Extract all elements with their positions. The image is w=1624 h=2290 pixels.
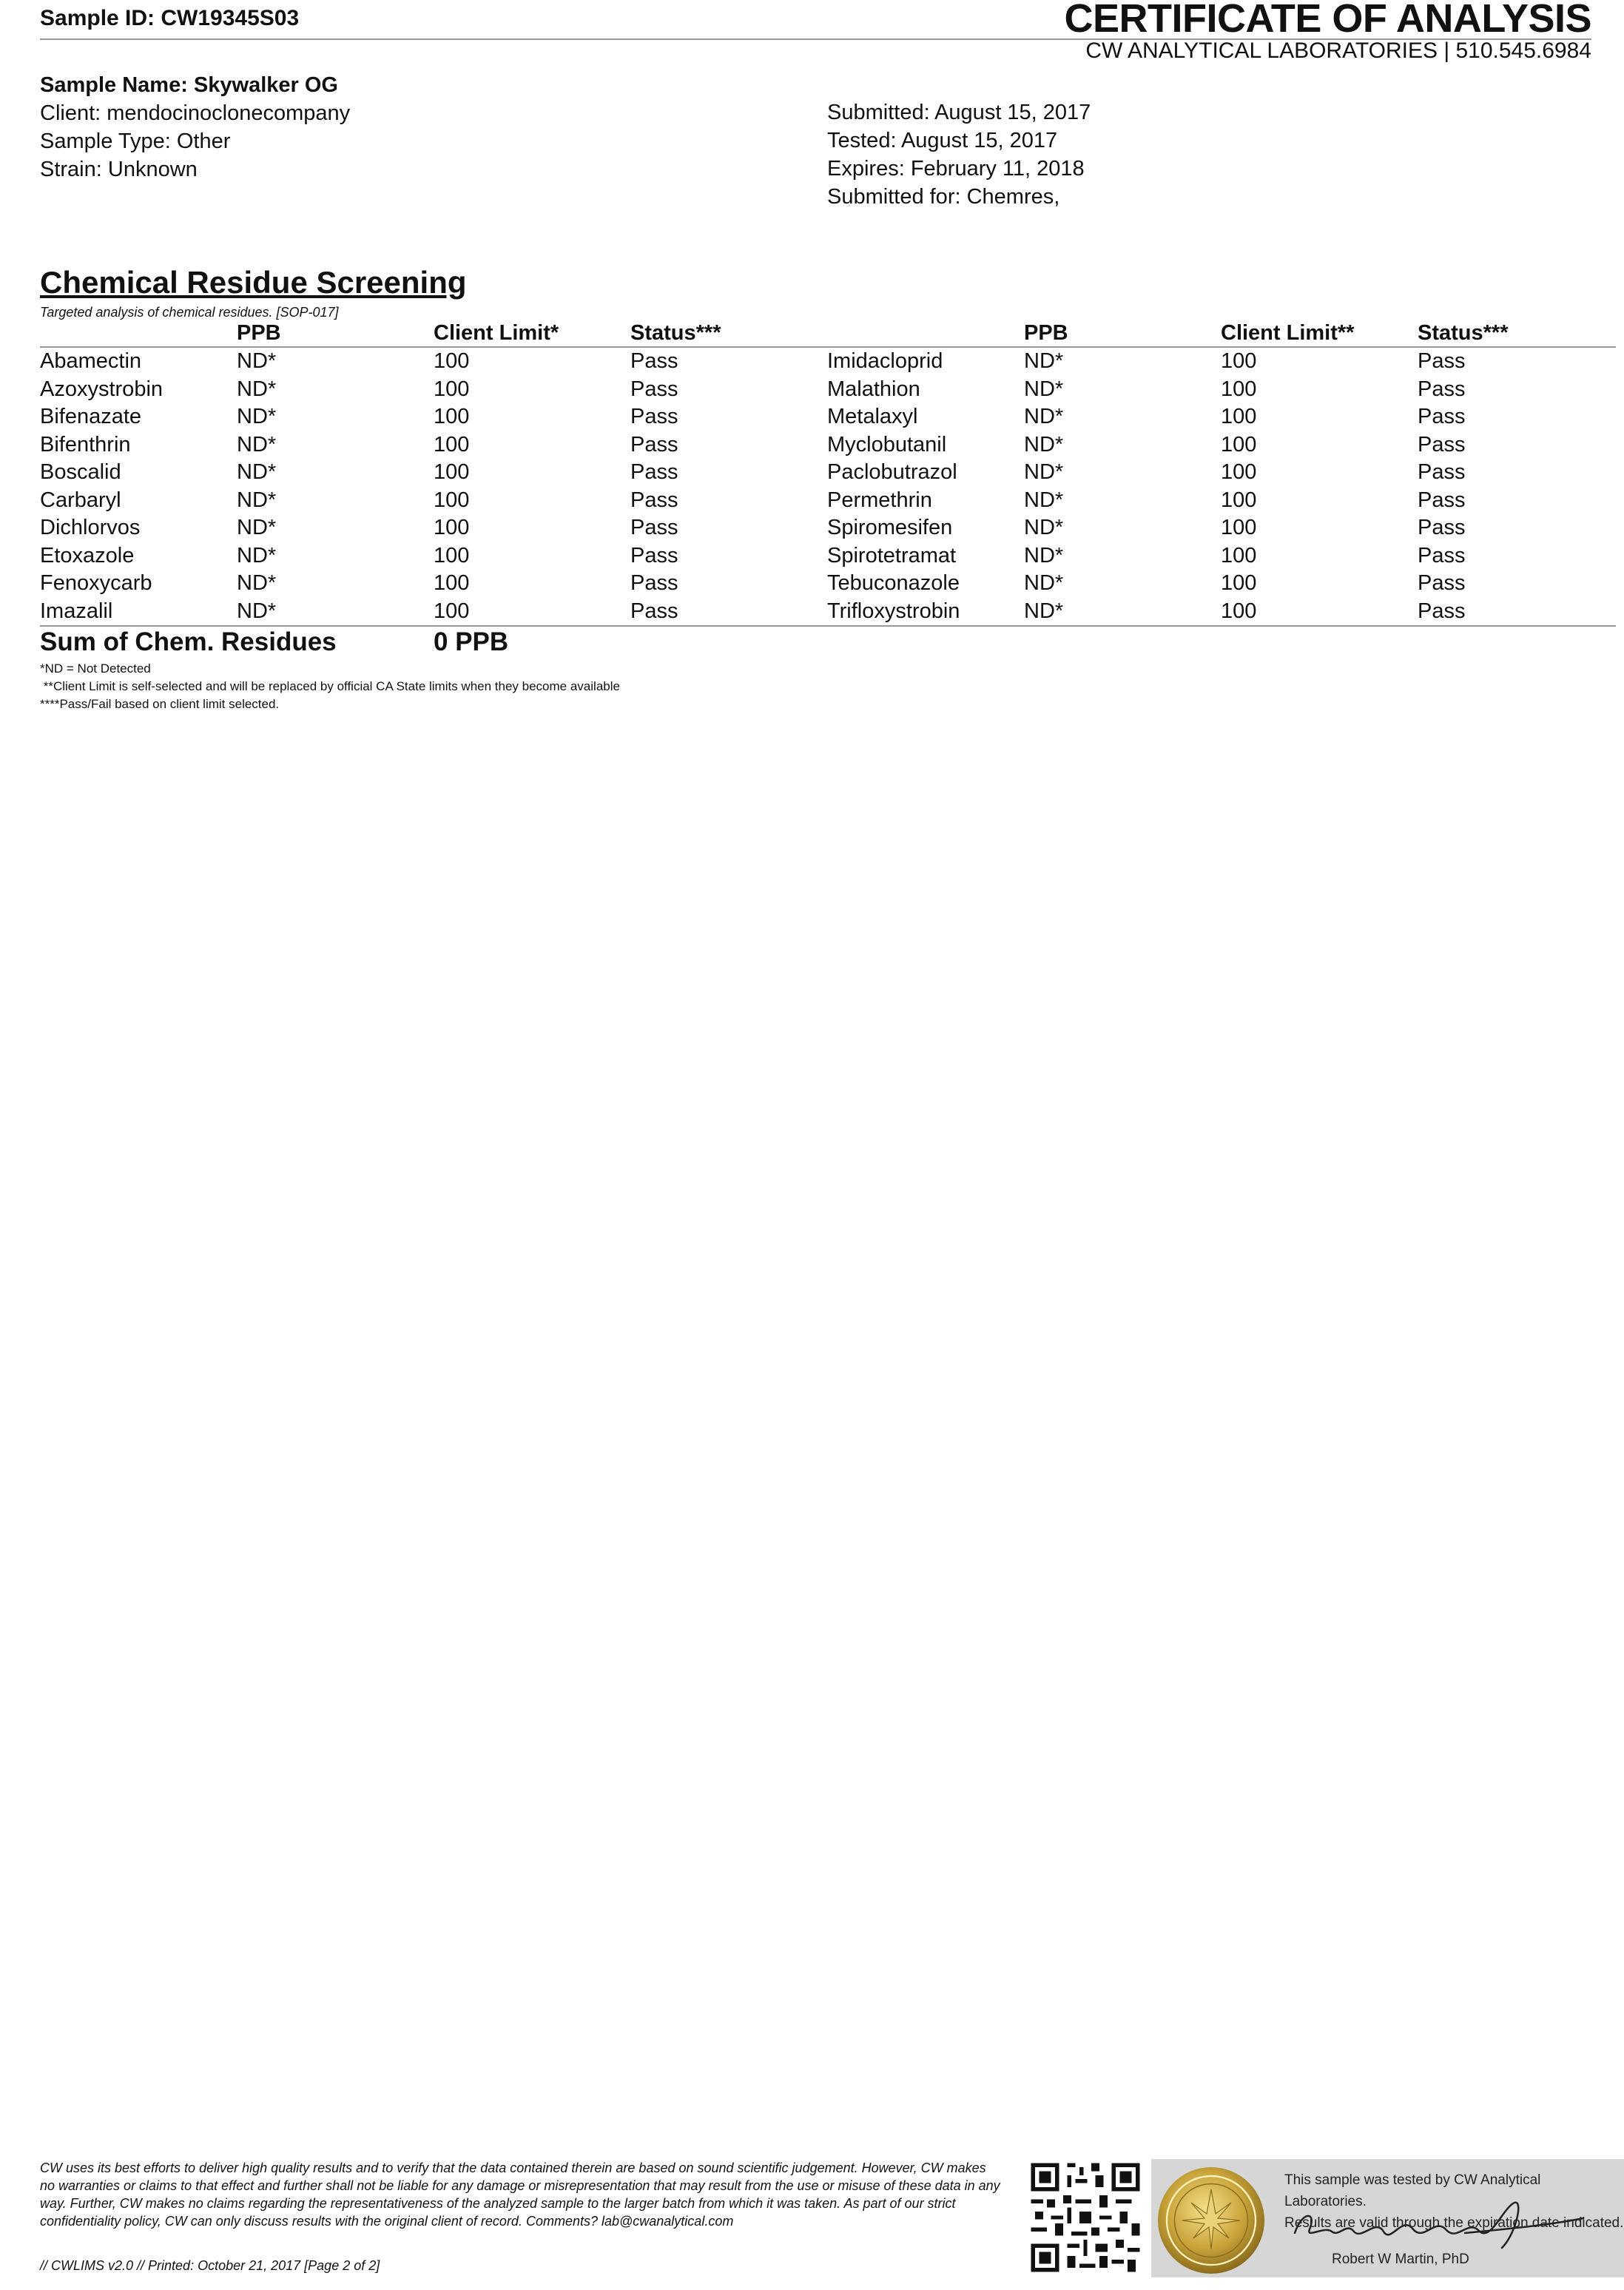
column-header: Status*** <box>630 320 827 347</box>
table-cell: Azoxystrobin <box>40 377 164 401</box>
table-row <box>40 459 1616 487</box>
table-cell: Spirotetramat <box>827 543 957 568</box>
table-cell: Malathion <box>827 377 920 401</box>
table-cell: Pass <box>1418 488 1466 512</box>
table-row <box>40 487 1616 515</box>
footnote: **Client Limit is self-selected and will be replaced by official CA State limits when they become available <box>40 679 620 693</box>
expires-date: Expires: February 11, 2018 <box>827 157 1085 181</box>
table-cell: Permethrin <box>827 488 932 512</box>
table-header-row <box>40 320 1616 347</box>
column-header <box>827 320 1024 347</box>
sample-type: Sample Type: Other <box>40 129 231 153</box>
submitted-for: Submitted for: Chemres, <box>827 185 1060 209</box>
lab-contact: CW ANALYTICAL LABORATORIES | 510.545.6984 <box>1085 38 1591 63</box>
table-cell: ND* <box>237 349 277 373</box>
table-cell: 100 <box>434 432 470 457</box>
table-cell: Pass <box>1418 460 1466 484</box>
footnotes <box>40 660 620 713</box>
footnote: ****Pass/Fail based on client limit selected. <box>40 697 280 711</box>
table-cell: 100 <box>434 377 470 401</box>
table-cell: Bifenthrin <box>40 432 131 457</box>
table-cell: Tebuconazole <box>827 571 960 595</box>
strain: Strain: Unknown <box>40 158 198 181</box>
table-row <box>40 347 1616 376</box>
table-cell: Pass <box>630 571 678 595</box>
table-cell: 100 <box>434 488 470 512</box>
table-cell: Metalaxyl <box>827 405 918 428</box>
table-cell: 100 <box>1221 377 1257 401</box>
table-cell: 100 <box>1221 432 1257 457</box>
certification-line: Results are valid through the expiration date indicated. <box>1284 2215 1624 2231</box>
table-cell: 100 <box>1221 516 1257 539</box>
table-cell: Abamectin <box>40 349 142 373</box>
date-info <box>827 98 1091 211</box>
certification-line: This sample was tested by CW Analytical Laboratories. <box>1284 2172 1541 2209</box>
table-cell: Pass <box>1418 516 1466 539</box>
table-cell: ND* <box>237 377 277 401</box>
table-cell: ND* <box>1024 432 1064 457</box>
sample-id: Sample ID: CW19345S03 <box>40 6 300 30</box>
table-cell: 100 <box>1221 571 1257 595</box>
table-cell: Pass <box>630 349 678 373</box>
table-cell: Trifloxystrobin <box>827 598 1024 627</box>
footnote: *ND = Not Detected <box>40 661 151 676</box>
table-cell: Pass <box>1418 349 1466 373</box>
qr-code-icon <box>1027 2159 1144 2276</box>
table-cell: 100 <box>434 598 630 627</box>
table-cell: Pass <box>1418 432 1466 457</box>
table-cell: Etoxazole <box>40 543 135 568</box>
sample-name: Sample Name: Skywalker OG <box>40 73 338 97</box>
signature-icon <box>1280 2189 1591 2255</box>
table-cell: ND* <box>237 516 277 539</box>
print-info: // CWLIMS v2.0 // Printed: October 21, 2017 [Page 2 of 2] <box>40 2258 380 2273</box>
chemical-residue-table <box>40 320 1616 627</box>
table-cell: Pass <box>630 377 678 401</box>
column-header: PPB <box>237 320 434 347</box>
table-cell: Bifenazate <box>40 405 142 428</box>
table-cell: ND* <box>237 598 434 627</box>
table-cell: ND* <box>1024 488 1064 512</box>
table-cell: ND* <box>1024 405 1064 428</box>
table-row <box>40 376 1616 404</box>
table-cell: 100 <box>1221 543 1257 568</box>
table-cell: Pass <box>630 516 678 539</box>
column-header <box>40 320 237 347</box>
table-cell: 100 <box>1221 598 1418 627</box>
document-title: CERTIFICATE OF ANALYSIS <box>1064 0 1591 41</box>
table-cell: Pass <box>1418 598 1616 627</box>
table-cell: Pass <box>630 405 678 428</box>
table-cell: Dichlorvos <box>40 516 141 539</box>
table-row <box>40 431 1616 459</box>
table-cell: ND* <box>1024 571 1064 595</box>
table-cell: ND* <box>237 543 277 568</box>
table-cell: Pass <box>1418 377 1466 401</box>
table-cell: ND* <box>1024 377 1064 401</box>
table-cell: 100 <box>1221 460 1257 484</box>
table-cell: ND* <box>237 571 277 595</box>
table-cell: 100 <box>1221 405 1257 428</box>
table-cell: 100 <box>434 349 470 373</box>
table-cell: ND* <box>1024 349 1064 373</box>
sum-value: 0 PPB <box>434 627 509 656</box>
table-cell: ND* <box>1024 460 1064 484</box>
sum-label: Sum of Chem. Residues <box>40 627 337 656</box>
table-cell: 100 <box>434 543 470 568</box>
table-cell: Pass <box>630 543 678 568</box>
table-cell: ND* <box>1024 543 1064 568</box>
column-header: Status*** <box>1418 320 1616 347</box>
table-cell: Pass <box>1418 571 1466 595</box>
client-name: Client: mendocinoclonecompany <box>40 101 351 125</box>
submitted-date: Submitted: August 15, 2017 <box>827 101 1091 124</box>
table-cell: ND* <box>1024 516 1064 539</box>
table-row <box>40 570 1616 598</box>
table-row <box>40 403 1616 431</box>
table-cell: 100 <box>434 571 470 595</box>
section-subtitle: Targeted analysis of chemical residues. [SOP-017] <box>40 305 339 320</box>
tested-date: Tested: August 15, 2017 <box>827 129 1058 152</box>
table-cell: Pass <box>1418 543 1466 568</box>
table-cell: 100 <box>434 405 470 428</box>
table-cell: Myclobutanil <box>827 432 947 457</box>
section-title: Chemical Residue Screening <box>40 265 467 300</box>
table-cell: 100 <box>1221 488 1257 512</box>
seal-icon <box>1156 2165 1267 2276</box>
table-cell: ND* <box>237 405 277 428</box>
table-cell: Pass <box>630 488 678 512</box>
column-header: PPB <box>1024 320 1221 347</box>
table-row <box>40 598 1616 627</box>
table-cell: Imidacloprid <box>827 349 943 373</box>
column-header: Client Limit** <box>1221 320 1418 347</box>
table-cell: Imazalil <box>40 598 237 627</box>
table-cell: 100 <box>434 460 470 484</box>
table-cell: Pass <box>630 432 678 457</box>
table-cell: Fenoxycarb <box>40 571 152 595</box>
table-cell: Pass <box>630 598 827 627</box>
table-row <box>40 514 1616 542</box>
table-cell: Carbaryl <box>40 488 121 512</box>
table-cell: ND* <box>237 488 277 512</box>
disclaimer: CW uses its best efforts to deliver high quality results and to verify that the data contained therein are based on sound scientific judgement. However, CW makes no warranties or claims to that effect and further shall not be liable for any damage or misrepresentation that may result from the use or misuse of these data in any way. Further, CW makes no claims regarding the representativeness of the analyzed sample to the larger batch from which it was taken. As part of our strict confidentiality policy, CW can only discuss results with the original client of record. Comments? lab@cwanalytical.com <box>40 2161 1000 2229</box>
column-header: Client Limit* <box>434 320 630 347</box>
table-cell: ND* <box>237 460 277 484</box>
table-cell: Pass <box>1418 405 1466 428</box>
table-row <box>40 542 1616 570</box>
signer-name: Robert W Martin, PhD <box>1332 2252 1469 2267</box>
table-cell: Boscalid <box>40 460 121 484</box>
table-cell: 100 <box>1221 349 1257 373</box>
sample-info <box>40 71 350 183</box>
table-cell: ND* <box>1024 598 1221 627</box>
table-cell: 100 <box>434 516 470 539</box>
table-cell: Paclobutrazol <box>827 460 957 484</box>
table-cell: ND* <box>237 432 277 457</box>
table-cell: Spiromesifen <box>827 516 953 539</box>
table-cell: Pass <box>630 460 678 484</box>
